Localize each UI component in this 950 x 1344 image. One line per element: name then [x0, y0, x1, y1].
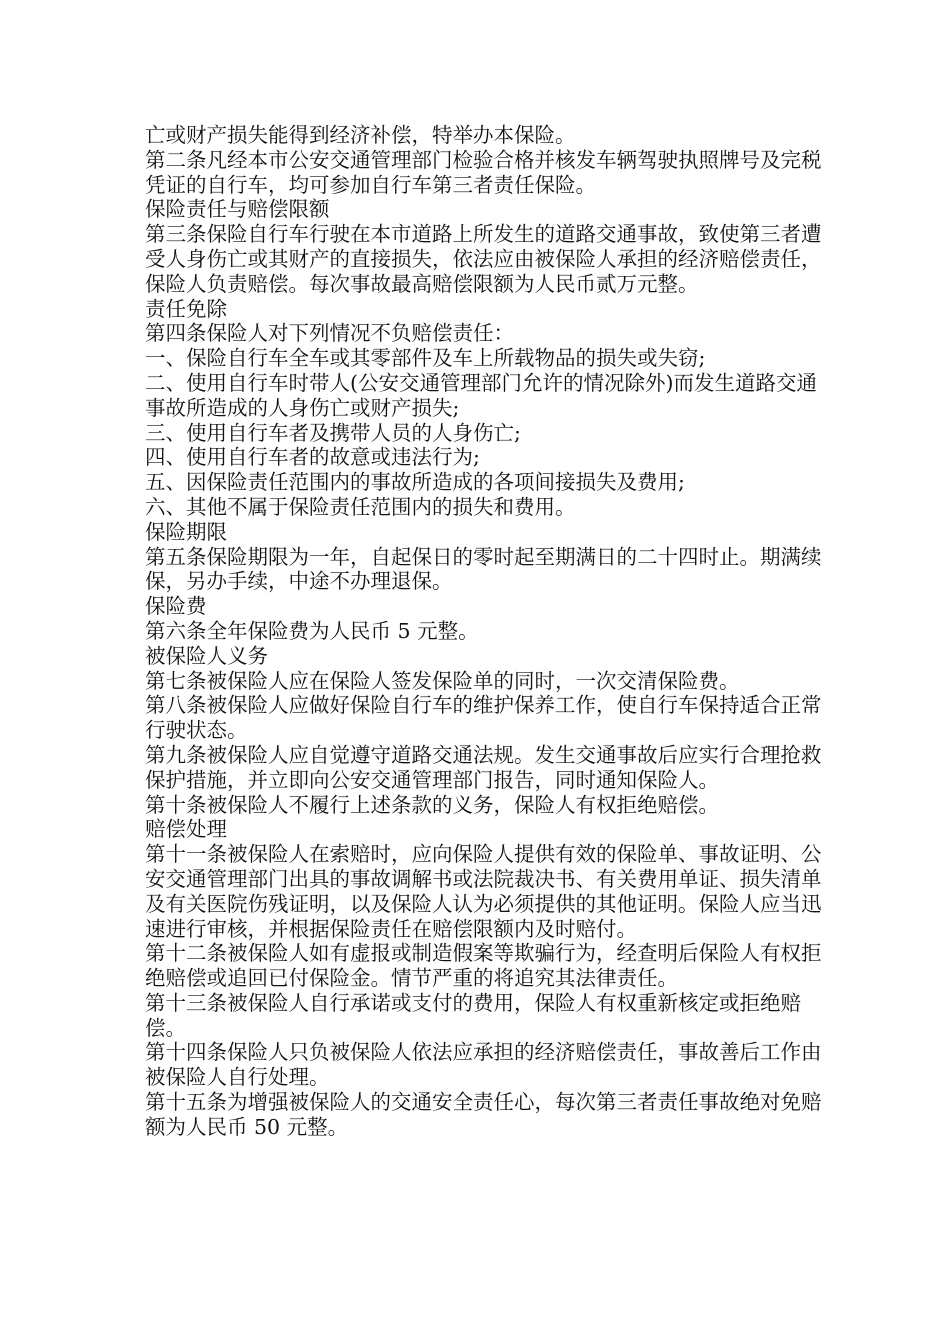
section-heading-obligations: 被保险人义务 — [145, 643, 268, 668]
article-10: 第十条被保险人不履行上述条款的义务，保险人有权拒绝赔偿。 — [145, 792, 719, 817]
exclusion-item-4: 四、使用自行车者的故意或违法行为; — [145, 445, 480, 470]
article-6: 第六条全年保险费为人民币 5 元整。 — [145, 618, 479, 643]
paragraph: 亡或财产损失能得到经济补偿，特举办本保险。 — [145, 123, 576, 147]
article-15: 第十五条为增强被保险人的交通安全责任心，每次第三者责任事故绝对免赔额为人民币 50 元整。 — [145, 1090, 822, 1139]
article-7: 第七条被保险人应在保险人签发保险单的同时，一次交清保险费。 — [145, 668, 740, 693]
section-heading-liability: 保险责任与赔偿限额 — [145, 197, 330, 222]
section-heading-claims: 赔偿处理 — [145, 817, 227, 842]
article-4: 第四条保险人对下列情况不负赔偿责任： — [145, 321, 514, 346]
section-heading-period: 保险期限 — [145, 519, 227, 544]
article-3: 第三条保险自行车行驶在本市道路上所发生的道路交通事故，致使第三者遭受人身伤亡或其财产的直接损失，依法应由被保险人承担的经济赔偿责任，保险人负责赔偿。每次事故最高赔偿限额为人民币贰万元整。 — [145, 222, 822, 296]
article-14: 第十四条保险人只负被保险人依法应承担的经济赔偿责任，事故善后工作由被保险人自行处理。 — [145, 1040, 822, 1090]
article-11: 第十一条被保险人在索赔时，应向保险人提供有效的保险单、事故证明、公安交通管理部门出具的事故调解书或法院裁决书、有关费用单证、损失清单及有关医院伤残证明，以及保险人认为必须提供的其他证明。保险人应当迅速进行审核，并根据保险责任在赔偿限额内及时赔付。 — [145, 842, 822, 941]
exclusion-item-6: 六、其他不属于保险责任范围内的损失和费用。 — [145, 494, 576, 519]
article-8: 第八条被保险人应做好保险自行车的维护保养工作，使自行车保持适合正常行驶状态。 — [145, 693, 822, 743]
article-5: 第五条保险期限为一年，自起保日的零时起至期满日的二十四时止。期满续保，另办手续，中途不办理退保。 — [145, 544, 822, 594]
exclusion-item-3: 三、使用自行车者及携带人员的人身伤亡; — [145, 420, 521, 445]
article-13: 第十三条被保险人自行承诺或支付的费用，保险人有权重新核定或拒绝赔偿。 — [145, 990, 801, 1040]
section-heading-premium: 保险费 — [145, 594, 207, 619]
article-2: 第二条凡经本市公安交通管理部门检验合格并核发车辆驾驶执照牌号及完税凭证的自行车，均可参加自行车第三者责任保险。 — [145, 147, 822, 197]
document-body — [145, 123, 830, 1140]
article-12: 第十二条被保险人如有虚报或制造假案等欺骗行为，经查明后保险人有权拒绝赔偿或追回已付保险金。情节严重的将追究其法律责任。 — [145, 941, 822, 991]
exclusion-item-5: 五、因保险责任范围内的事故所造成的各项间接损失及费用; — [145, 470, 685, 495]
section-heading-exclusions: 责任免除 — [145, 296, 227, 321]
exclusion-item-2: 二、使用自行车时带人(公安交通管理部门允许的情况除外)而发生道路交通事故所造成的人身伤亡或财产损失; — [145, 370, 817, 420]
exclusion-item-1: 一、保险自行车全车或其零部件及车上所载物品的损失或失窃; — [145, 346, 706, 371]
article-9: 第九条被保险人应自觉遵守道路交通法规。发生交通事故后应实行合理抢救保护措施，并立即向公安交通管理部门报告，同时通知保险人。 — [145, 742, 822, 792]
